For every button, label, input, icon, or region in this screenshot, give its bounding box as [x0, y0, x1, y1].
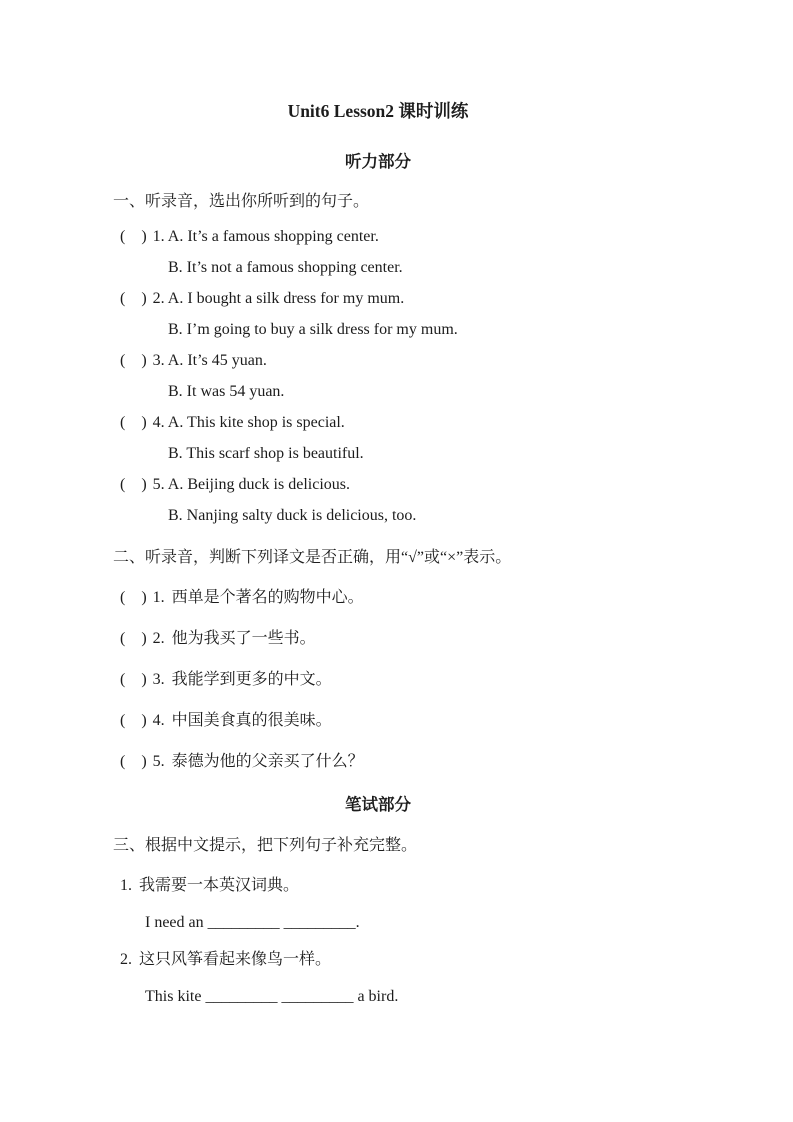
part3-question-list — [113, 867, 643, 1015]
fill-blank-text: I need an _________ _________. — [145, 914, 360, 931]
answer-blank-parens: ( ) — [120, 753, 147, 770]
question-row — [113, 376, 643, 407]
translation-text: 我能学到更多的中文。 — [171, 671, 332, 688]
question-number: 2. — [120, 951, 132, 968]
page-title: Unit6 Lesson2 课时训练 — [287, 101, 469, 121]
written-section-heading: 笔试部分 — [345, 795, 411, 814]
part2-question-list — [113, 577, 643, 782]
translation-text: 西单是个著名的购物中心。 — [171, 589, 364, 606]
question-row — [113, 314, 643, 345]
answer-blank-parens: ( ) — [120, 290, 147, 307]
question-row — [113, 345, 643, 376]
question-number: 2. — [152, 630, 165, 647]
question-row — [113, 438, 643, 469]
part1-question-list — [113, 221, 643, 531]
question-row — [113, 283, 643, 314]
answer-blank-parens: ( ) — [120, 476, 147, 493]
question-row — [113, 700, 643, 741]
chinese-prompt-text: 这只风筝看起来像鸟一样。 — [139, 951, 332, 968]
answer-blank-parens: ( ) — [120, 712, 147, 729]
question-row — [113, 500, 643, 531]
option-b-text: B. It’s not a famous shopping center. — [168, 259, 403, 276]
answer-blank-parens: ( ) — [120, 671, 147, 688]
translation-text: 泰德为他的父亲买了什么？ — [171, 753, 364, 770]
option-b-text: B. It was 54 yuan. — [168, 383, 285, 400]
part1-header: 一、听录音，选出你所听到的句子。 — [113, 193, 370, 210]
question-row — [113, 941, 643, 978]
answer-blank-parens: ( ) — [120, 414, 147, 431]
question-number: 3. — [152, 352, 165, 369]
question-number: 5. — [152, 476, 165, 493]
translation-text: 中国美食真的很美味。 — [171, 712, 332, 729]
option-a-text: A. I bought a silk dress for my mum. — [167, 290, 405, 307]
question-row — [113, 867, 643, 904]
question-number: 1. — [152, 228, 165, 245]
question-number: 5. — [152, 753, 165, 770]
question-number: 4. — [152, 712, 165, 729]
option-a-text: A. This kite shop is special. — [167, 414, 345, 431]
question-number: 3. — [152, 671, 165, 688]
option-b-text: B. This scarf shop is beautiful. — [168, 445, 364, 462]
answer-blank-parens: ( ) — [120, 352, 147, 369]
part2-header: 二、听录音，判断下列译文是否正确，用“√”或“×”表示。 — [113, 549, 512, 566]
question-row — [113, 221, 643, 252]
question-row — [113, 659, 643, 700]
fill-blank-sentence — [113, 978, 643, 1015]
fill-blank-text: This kite _________ _________ a bird. — [145, 988, 399, 1005]
listening-section-heading: 听力部分 — [345, 152, 411, 171]
question-number: 4. — [152, 414, 165, 431]
question-row — [113, 577, 643, 618]
question-row — [113, 407, 643, 438]
option-b-text: B. Nanjing salty duck is delicious, too. — [168, 507, 417, 524]
option-a-text: A. Beijing duck is delicious. — [167, 476, 350, 493]
question-number: 1. — [152, 589, 165, 606]
answer-blank-parens: ( ) — [120, 589, 147, 606]
question-row — [113, 252, 643, 283]
translation-text: 他为我买了一些书。 — [171, 630, 316, 647]
answer-blank-parens: ( ) — [120, 630, 147, 647]
answer-blank-parens: ( ) — [120, 228, 147, 245]
question-number: 2. — [152, 290, 165, 307]
question-row — [113, 469, 643, 500]
part3-header: 三、根据中文提示，把下列句子补充完整。 — [113, 837, 418, 854]
option-a-text: A. It’s a famous shopping center. — [167, 228, 379, 245]
question-row — [113, 618, 643, 659]
option-b-text: B. I’m going to buy a silk dress for my mum. — [168, 321, 458, 338]
question-number: 1. — [120, 877, 132, 894]
fill-blank-sentence — [113, 904, 643, 941]
option-a-text: A. It’s 45 yuan. — [167, 352, 267, 369]
question-row — [113, 741, 643, 782]
chinese-prompt-text: 我需要一本英汉词典。 — [139, 877, 300, 894]
